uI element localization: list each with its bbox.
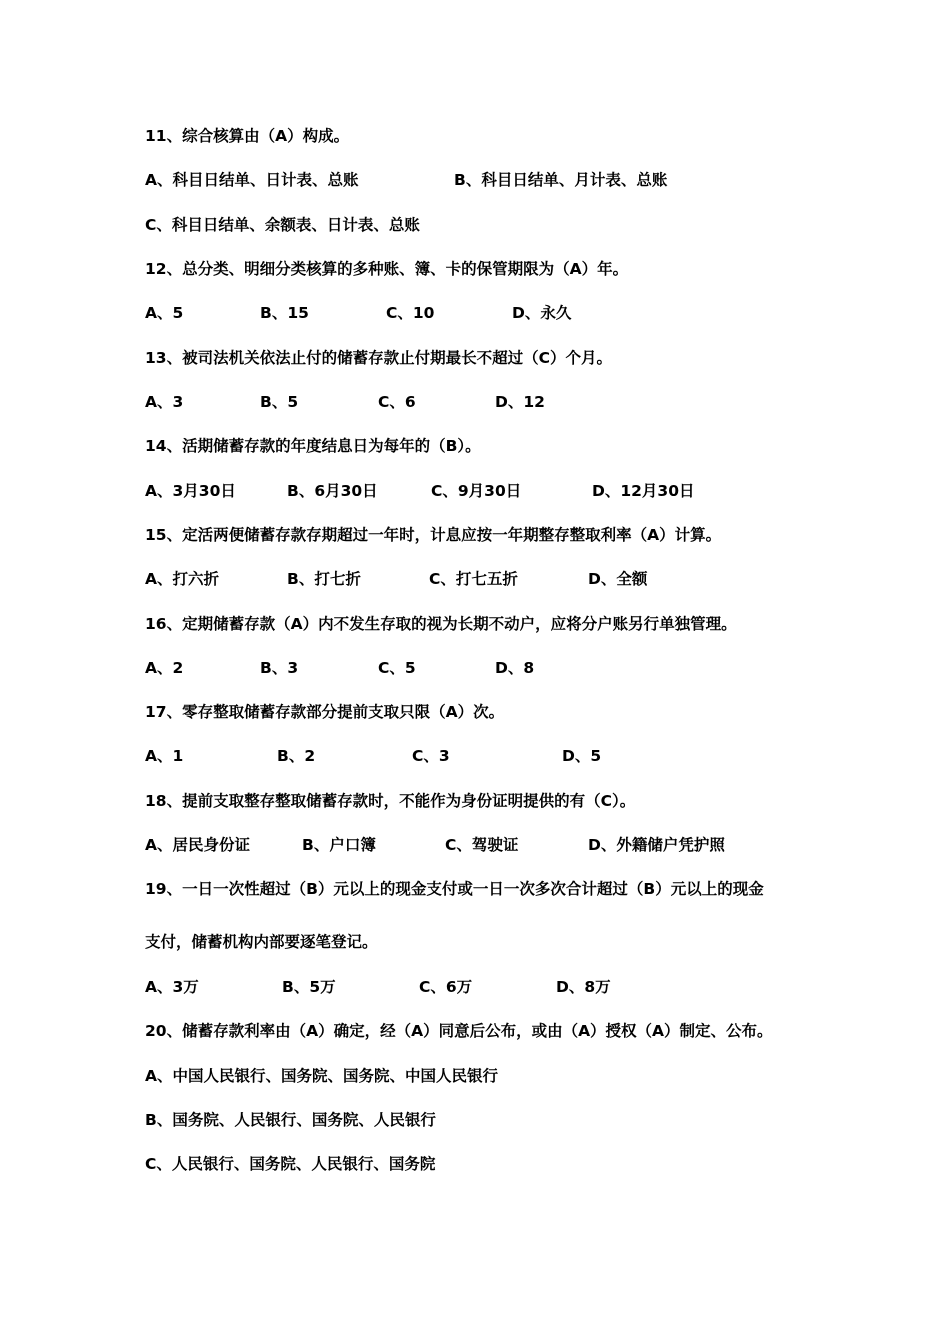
q16-option-d: D、8 [495, 659, 535, 677]
q12-option-c: C、10 [386, 304, 435, 322]
q16-option-b: B、3 [260, 659, 299, 677]
q17-option-b: B、2 [277, 747, 316, 765]
q18-option-b: B、户口簿 [302, 836, 376, 854]
q16-option-a: A、2 [145, 659, 184, 677]
q15-option-b: B、打七折 [287, 570, 361, 588]
question-18: 18、提前支取整存整取储蓄存款时，不能作为身份证明提供的有（C）。 [145, 792, 636, 810]
q13-option-a: A、3 [145, 393, 184, 411]
question-19-line-2: 支付，储蓄机构内部要逐笔登记。 [145, 933, 378, 951]
q17-option-d: D、5 [562, 747, 602, 765]
q13-option-d: D、12 [495, 393, 545, 411]
q20-option-a: A、中国人民银行、国务院、国务院、中国人民银行 [145, 1067, 498, 1085]
q16-option-c: C、5 [378, 659, 416, 677]
question-13: 13、被司法机关依法止付的储蓄存款止付期最长不超过（C）个月。 [145, 349, 612, 367]
q20-option-b: B、国务院、人民银行、国务院、人民银行 [145, 1111, 436, 1129]
q19-option-b: B、5万 [282, 978, 336, 996]
q17-option-c: C、3 [412, 747, 450, 765]
q17-option-a: A、1 [145, 747, 184, 765]
q14-option-b: B、6月30日 [287, 482, 378, 500]
q12-option-b: B、15 [260, 304, 309, 322]
q12-option-a: A、5 [145, 304, 184, 322]
question-17: 17、零存整取储蓄存款部分提前支取只限（A）次。 [145, 703, 505, 721]
q14-option-d: D、12月30日 [592, 482, 695, 500]
q11-option-c: C、科目日结单、余额表、日计表、总账 [145, 216, 420, 234]
question-16: 16、定期储蓄存款（A）内不发生存取的视为长期不动户，应将分户账另行单独管理。 [145, 615, 737, 633]
q15-option-c: C、打七五折 [429, 570, 518, 588]
q18-option-a: A、居民身份证 [145, 836, 250, 854]
question-19-line-1: 19、一日一次性超过（B）元以上的现金支付或一日一次多次合计超过（B）元以上的现金 [145, 880, 764, 898]
q11-option-b: B、科目日结单、月计表、总账 [454, 171, 668, 189]
q18-option-c: C、驾驶证 [445, 836, 519, 854]
question-14: 14、活期储蓄存款的年度结息日为每年的（B）。 [145, 437, 481, 455]
q11-option-a: A、科目日结单、日计表、总账 [145, 171, 359, 189]
q13-option-b: B、5 [260, 393, 299, 411]
question-20: 20、储蓄存款利率由（A）确定，经（A）同意后公布，或由（A）授权（A）制定、公布。 [145, 1022, 773, 1040]
question-11: 11、综合核算由（A）构成。 [145, 127, 350, 145]
question-15: 15、定活两便储蓄存款存期超过一年时，计息应按一年期整存整取利率（A）计算。 [145, 526, 722, 544]
q18-option-d: D、外籍储户凭护照 [588, 836, 725, 854]
question-12: 12、总分类、明细分类核算的多种账、簿、卡的保管期限为（A）年。 [145, 260, 629, 278]
q14-option-a: A、3月30日 [145, 482, 236, 500]
q19-option-a: A、3万 [145, 978, 199, 996]
q15-option-d: D、全额 [588, 570, 648, 588]
q19-option-d: D、8万 [556, 978, 611, 996]
q12-option-d: D、永久 [512, 304, 572, 322]
q20-option-c: C、人民银行、国务院、人民银行、国务院 [145, 1155, 436, 1173]
q13-option-c: C、6 [378, 393, 416, 411]
q19-option-c: C、6万 [419, 978, 473, 996]
q15-option-a: A、打六折 [145, 570, 219, 588]
q14-option-c: C、9月30日 [431, 482, 522, 500]
